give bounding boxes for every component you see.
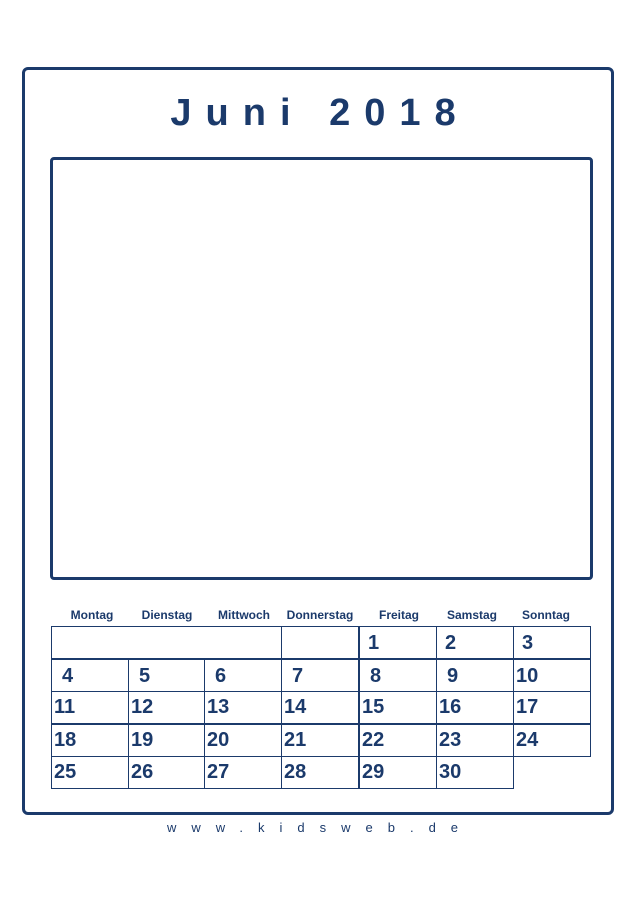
day-cell-10 [513,659,591,692]
day-cell-2 [436,626,514,659]
day-cell-25 [51,756,129,789]
weekday-samstag: Samstag [446,608,498,622]
day-cell-8 [359,659,437,692]
day-number: 15 [362,696,385,718]
day-cell-9 [436,659,514,692]
day-number: 14 [284,696,307,718]
day-number: 25 [54,761,77,783]
weekday-donnerstag: Donnerstag [286,608,354,622]
day-cell-6 [204,659,282,692]
day-number: 6 [215,665,227,687]
day-number: 16 [439,696,462,718]
day-cell-23 [436,724,514,757]
day-number: 23 [439,729,462,751]
day-number: 11 [54,696,76,718]
day-number: 21 [284,729,307,751]
day-cell-7 [281,659,359,692]
day-cell-5 [128,659,206,692]
day-cell-29 [359,756,437,789]
day-cell-3 [513,626,591,659]
day-cell-26 [128,756,206,789]
day-cell-30 [436,756,514,789]
day-number: 19 [131,729,154,751]
day-number: 26 [131,761,154,783]
day-number: 7 [292,665,304,687]
day-number: 8 [370,665,382,687]
weekday-dienstag: Dienstag [141,608,193,622]
day-number: 10 [516,665,539,687]
day-cell-21 [281,724,359,757]
day-number: 24 [516,729,539,751]
day-number: 27 [207,761,230,783]
day-cell-18 [51,724,129,757]
day-number: 9 [447,665,459,687]
day-number: 13 [207,696,230,718]
day-cell-22 [359,724,437,757]
day-cell-4 [51,659,129,692]
day-cell-13 [204,691,282,724]
day-cell-1 [359,626,437,659]
weekday-sonntag: Sonntag [522,608,570,622]
day-number: 3 [522,632,534,654]
day-cell-20 [204,724,282,757]
day-number: 17 [516,696,539,718]
day-cell-15 [359,691,437,724]
day-number: 29 [362,761,385,783]
photo-placeholder [50,157,593,580]
day-cell-16 [436,691,514,724]
day-cell-14 [281,691,359,724]
day-cell-27 [204,756,282,789]
empty-day-cell [281,626,359,659]
day-number: 18 [54,729,77,751]
day-cell-19 [128,724,206,757]
day-number: 2 [445,632,457,654]
day-number: 4 [62,665,74,687]
footer-url: www.kidsweb.de [166,820,474,835]
weekday-freitag: Freitag [378,608,419,622]
day-number: 20 [207,729,230,751]
day-cell-11 [51,691,129,724]
day-cell-12 [128,691,206,724]
day-number: 22 [362,729,385,751]
day-number: 1 [368,632,380,654]
day-cell-24 [513,724,591,757]
empty-days-cell [51,626,282,659]
day-number: 5 [139,665,151,687]
month-title: Juni 2018 [170,92,470,134]
day-number: 12 [131,696,154,718]
weekday-montag: Montag [70,608,114,622]
day-cell-28 [281,756,359,789]
day-cell-17 [513,691,591,724]
day-number: 28 [284,761,307,783]
day-number: 30 [439,761,462,783]
weekday-mittwoch: Mittwoch [218,608,270,622]
